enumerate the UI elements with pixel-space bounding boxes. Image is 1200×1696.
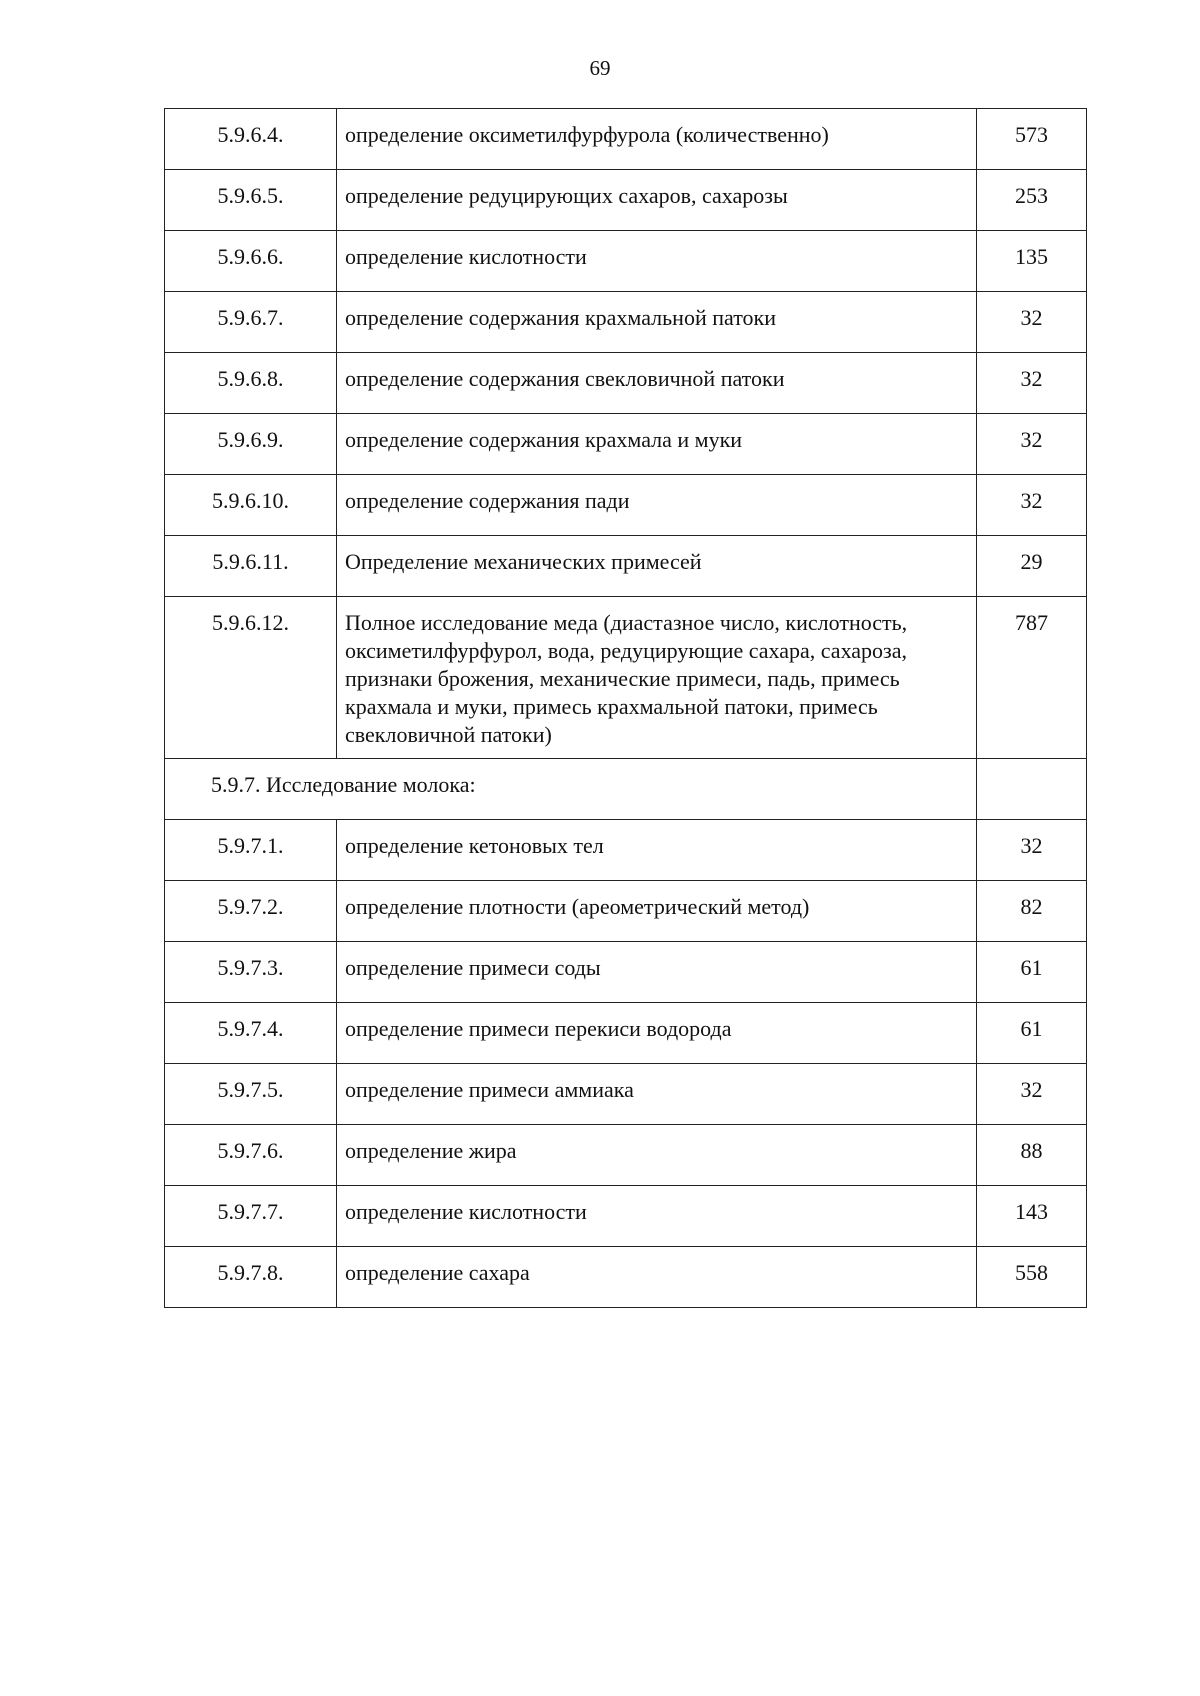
row-name: определение примеси перекиси водорода bbox=[337, 1003, 977, 1064]
row-name: определение сахара bbox=[337, 1247, 977, 1308]
table-row bbox=[165, 1247, 1087, 1308]
table-row bbox=[165, 292, 1087, 353]
row-price: 32 bbox=[977, 414, 1087, 475]
table-row bbox=[165, 1125, 1087, 1186]
table-row bbox=[165, 1186, 1087, 1247]
row-code: 5.9.6.6. bbox=[165, 231, 337, 292]
row-price: 143 bbox=[977, 1186, 1087, 1247]
row-name: определение примеси аммиака bbox=[337, 1064, 977, 1125]
row-name: определение примеси соды bbox=[337, 942, 977, 1003]
table-row bbox=[165, 942, 1087, 1003]
row-code: 5.9.6.9. bbox=[165, 414, 337, 475]
row-code: 5.9.7.4. bbox=[165, 1003, 337, 1064]
row-price: 61 bbox=[977, 1003, 1087, 1064]
row-code: 5.9.6.10. bbox=[165, 475, 337, 536]
row-code: 5.9.7.7. bbox=[165, 1186, 337, 1247]
row-name: определение содержания крахмала и муки bbox=[337, 414, 977, 475]
table-row bbox=[165, 820, 1087, 881]
row-price: 558 bbox=[977, 1247, 1087, 1308]
row-code: 5.9.6.8. bbox=[165, 353, 337, 414]
page-number: 69 bbox=[589, 56, 611, 80]
table-row bbox=[165, 536, 1087, 597]
row-code: 5.9.6.11. bbox=[165, 536, 337, 597]
row-price: 32 bbox=[977, 820, 1087, 881]
row-price: 61 bbox=[977, 942, 1087, 1003]
row-name: Определение механических примесей bbox=[337, 536, 977, 597]
section-row bbox=[165, 759, 1087, 820]
row-name: определение жира bbox=[337, 1125, 977, 1186]
row-price: 32 bbox=[977, 353, 1087, 414]
section-heading: 5.9.7. Исследование молока: bbox=[165, 759, 977, 820]
row-price: 787 bbox=[977, 597, 1087, 759]
price-table bbox=[164, 108, 1087, 1308]
table-row bbox=[165, 231, 1087, 292]
table-row bbox=[165, 881, 1087, 942]
row-price: 253 bbox=[977, 170, 1087, 231]
row-price: 32 bbox=[977, 1064, 1087, 1125]
row-name: определение плотности (ареометрический метод) bbox=[337, 881, 977, 942]
row-name: определение кетоновых тел bbox=[337, 820, 977, 881]
table-row bbox=[165, 170, 1087, 231]
row-code: 5.9.6.5. bbox=[165, 170, 337, 231]
row-code: 5.9.7.6. bbox=[165, 1125, 337, 1186]
row-name: определение редуцирующих сахаров, сахарозы bbox=[337, 170, 977, 231]
row-name: определение оксиметилфурфурола (количественно) bbox=[337, 109, 977, 170]
row-code: 5.9.6.4. bbox=[165, 109, 337, 170]
table-row bbox=[165, 1064, 1087, 1125]
row-code: 5.9.7.3. bbox=[165, 942, 337, 1003]
row-code: 5.9.7.2. bbox=[165, 881, 337, 942]
row-price: 29 bbox=[977, 536, 1087, 597]
table-row bbox=[165, 414, 1087, 475]
row-price: 135 bbox=[977, 231, 1087, 292]
row-price-empty bbox=[977, 759, 1087, 820]
table-row bbox=[165, 475, 1087, 536]
row-code: 5.9.6.7. bbox=[165, 292, 337, 353]
row-name: Полное исследование меда (диастазное число, кислотность, оксиметилфурфурол, вода, редуцирующие сахара, сахароза, признаки брожения, механические примеси, падь, примесь крахмала и муки, примесь крахмальной патоки, примесь свекловичной патоки) bbox=[337, 597, 977, 759]
row-code: 5.9.6.12. bbox=[165, 597, 337, 759]
table-row bbox=[165, 109, 1087, 170]
row-price: 88 bbox=[977, 1125, 1087, 1186]
row-code: 5.9.7.8. bbox=[165, 1247, 337, 1308]
row-price: 82 bbox=[977, 881, 1087, 942]
row-name: определение содержания пади bbox=[337, 475, 977, 536]
row-price: 32 bbox=[977, 292, 1087, 353]
row-name: определение кислотности bbox=[337, 1186, 977, 1247]
table-row bbox=[165, 1003, 1087, 1064]
table-row bbox=[165, 353, 1087, 414]
table-row bbox=[165, 597, 1087, 759]
row-code: 5.9.7.1. bbox=[165, 820, 337, 881]
row-code: 5.9.7.5. bbox=[165, 1064, 337, 1125]
row-price: 32 bbox=[977, 475, 1087, 536]
row-name: определение кислотности bbox=[337, 231, 977, 292]
row-name: определение содержания свекловичной патоки bbox=[337, 353, 977, 414]
row-name: определение содержания крахмальной патоки bbox=[337, 292, 977, 353]
row-price: 573 bbox=[977, 109, 1087, 170]
